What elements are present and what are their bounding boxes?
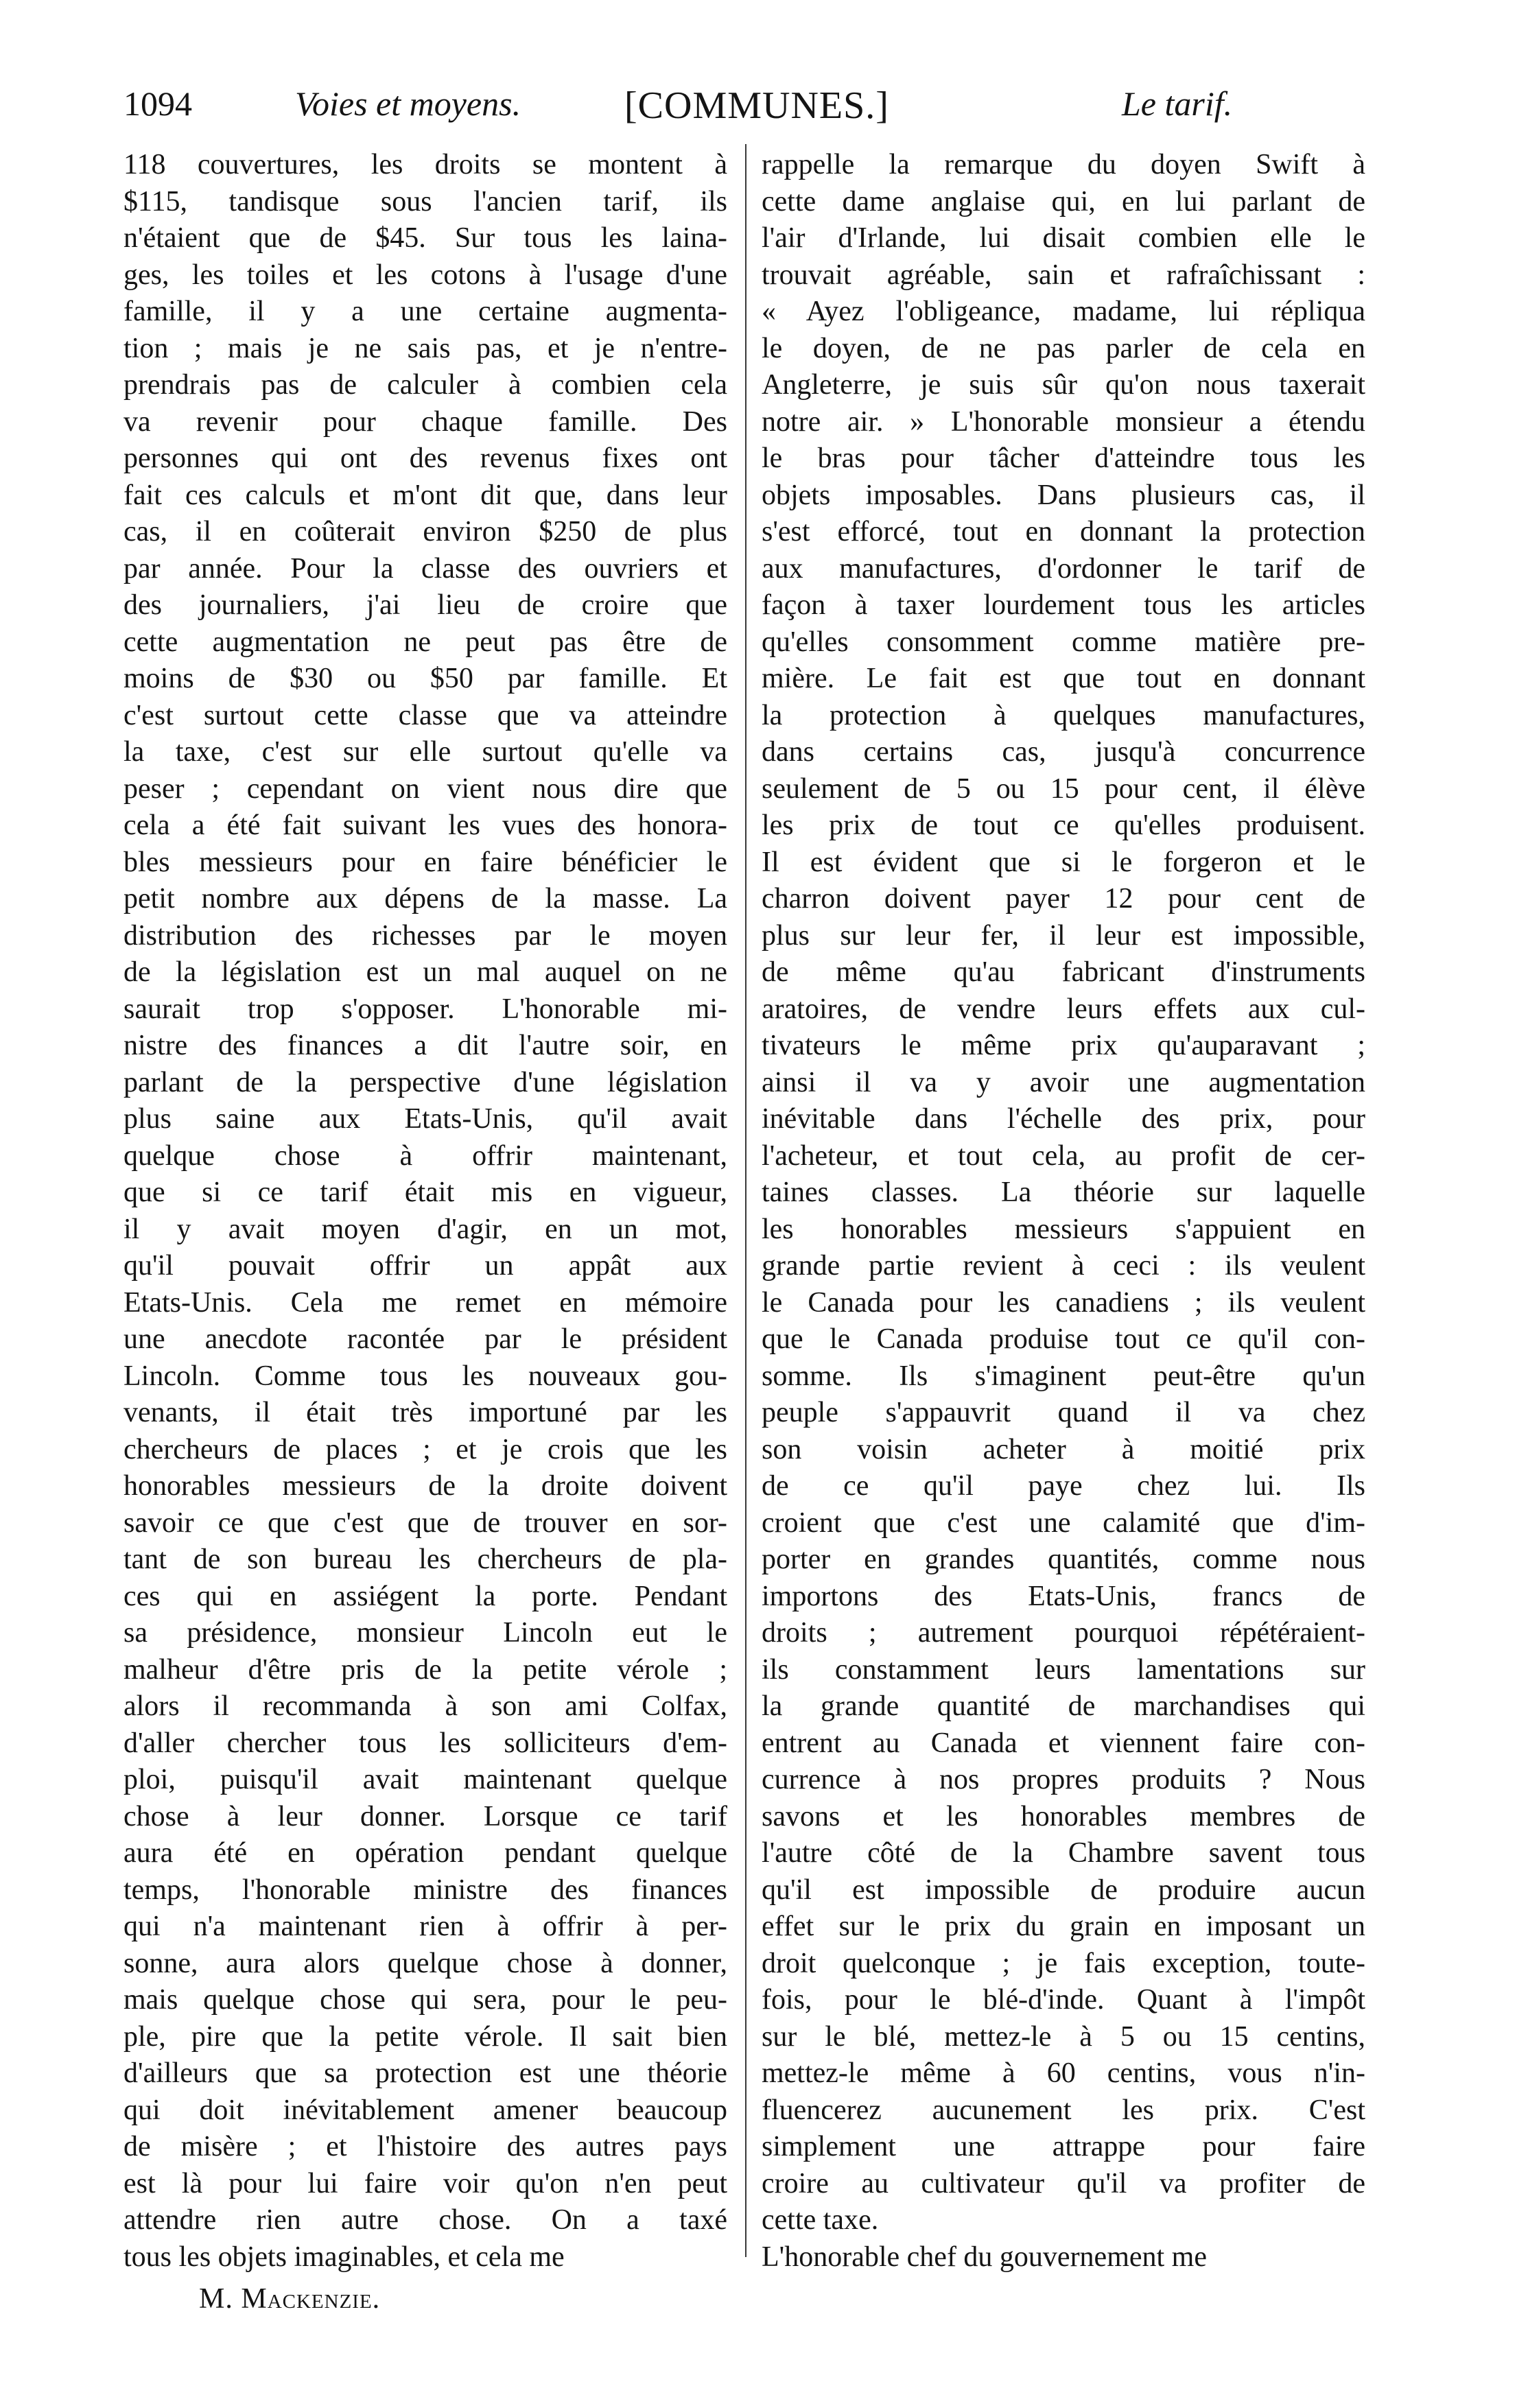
text-line: c'est surtout cette classe que va atteindre: [124, 699, 727, 731]
text-line: les honorables messieurs s'appuient en: [762, 1213, 1365, 1245]
text-line: taines classes. La théorie sur laquelle: [762, 1177, 1365, 1208]
text-line: L'honorable chef du gouvernement me: [762, 2241, 1207, 2273]
text-line: personnes qui ont des revenus fixes ont: [124, 442, 727, 474]
speaker-signature: M. Mackenzie.: [199, 2283, 381, 2315]
text-line: venants, il était très importuné par les: [124, 1397, 727, 1428]
text-line: sur le blé, mettez-le à 5 ou 15 centins,: [762, 2020, 1365, 2053]
text-line: droits ; autrement pourquoi répétéraient-: [762, 1617, 1365, 1649]
text-line: dans certains cas, jusqu'à concurrence: [762, 736, 1365, 768]
text-line: « Ayez l'obligeance, madame, lui répliqua: [762, 296, 1365, 327]
text-line: inévitable dans l'échelle des prix, pour: [762, 1103, 1365, 1135]
topic-label: Le tarif.: [1122, 84, 1233, 123]
text-line: plus sur leur fer, il leur est impossible,: [762, 919, 1365, 952]
text-line: plus saine aux Etats-Unis, qu'il avait: [124, 1103, 727, 1135]
column-divider: [745, 144, 746, 2257]
text-line: sonne, aura alors quelque chose à donner,: [124, 1947, 727, 1979]
text-line: tivateurs le même prix qu'auparavant ;: [762, 1030, 1365, 1061]
text-line: l'air d'Irlande, lui disait combien elle le: [762, 222, 1365, 254]
text-line: cette taxe.: [762, 2204, 879, 2236]
text-line: savons et les honorables membres de: [762, 1800, 1365, 1832]
text-line: entrent au Canada et viennent faire con-: [762, 1727, 1365, 1759]
text-line: sa présidence, monsieur Lincoln eut le: [124, 1617, 727, 1649]
text-line: ges, les toiles et les cotons à l'usage d'une: [124, 259, 727, 291]
text-line: prendrais pas de calculer à combien cela: [124, 369, 727, 401]
text-line: distribution des richesses par le moyen: [124, 919, 727, 952]
text-line: ploi, puisqu'il avait maintenant quelque: [124, 1764, 727, 1795]
text-line: Lincoln. Comme tous les nouveaux gou-: [124, 1360, 727, 1392]
text-line: qui n'a maintenant rien à offrir à per-: [124, 1911, 727, 1942]
text-line: Angleterre, je suis sûr qu'on nous taxerait: [762, 369, 1365, 401]
right-column: [762, 147, 1365, 2276]
text-line: malheur d'être pris de la petite vérole ;: [124, 1653, 727, 1686]
text-line: les prix de tout ce qu'elles produisent.: [762, 810, 1365, 841]
text-line: fait ces calculs et m'ont dit que, dans leur: [124, 479, 727, 511]
text-line: qu'il pouvait offrir un appât aux: [124, 1250, 727, 1282]
text-line: chose à leur donner. Lorsque ce tarif: [124, 1800, 727, 1832]
text-line: Il est évident que si le forgeron et le: [762, 846, 1365, 878]
text-line: qu'elles consomment comme matière pre-: [762, 626, 1365, 658]
text-line: seulement de 5 ou 15 pour cent, il élève: [762, 772, 1365, 805]
text-line: charron doivent payer 12 pour cent de: [762, 883, 1365, 914]
left-column: [124, 147, 727, 2276]
text-line: notre air. » L'honorable monsieur a étendu: [762, 405, 1365, 438]
text-line: porter en grandes quantités, comme nous: [762, 1544, 1365, 1575]
text-line: tant de son bureau les chercheurs de pla-: [124, 1544, 727, 1575]
running-header: [124, 84, 1400, 139]
text-line: Etats-Unis. Cela me remet en mémoire: [124, 1286, 727, 1319]
text-line: bles messieurs pour en faire bénéficier le: [124, 846, 727, 878]
text-line: trouvait agréable, sain et rafraîchissant :: [762, 259, 1365, 291]
text-line: que le Canada produise tout ce qu'il con-: [762, 1323, 1365, 1355]
text-line: qu'il est impossible de produire aucun: [762, 1874, 1365, 1906]
text-line: croient que c'est une calamité que d'im-: [762, 1507, 1365, 1539]
text-line: de ce qu'il paye chez lui. Ils: [762, 1470, 1365, 1502]
text-line: ainsi il va y avoir une augmentation: [762, 1066, 1365, 1098]
text-line: cela a été fait suivant les vues des honora-: [124, 810, 727, 841]
text-line: la taxe, c'est sur elle surtout qu'elle va: [124, 736, 727, 768]
text-line: d'ailleurs que sa protection est une théorie: [124, 2057, 727, 2089]
text-line: de misère ; et l'histoire des autres pays: [124, 2131, 727, 2162]
text-line: grande partie revient à ceci : ils veulent: [762, 1250, 1365, 1282]
text-line: par année. Pour la classe des ouvriers et: [124, 552, 727, 585]
text-line: s'est efforcé, tout en donnant la protection: [762, 516, 1365, 547]
text-line: fois, pour le blé-d'inde. Quant à l'impôt: [762, 1984, 1365, 2016]
text-line: peuple s'appauvrit quand il va chez: [762, 1397, 1365, 1428]
text-line: $115, tandisque sous l'ancien tarif, ils: [124, 185, 727, 217]
text-line: d'aller chercher tous les solliciteurs d'em-: [124, 1727, 727, 1759]
text-line: l'autre côté de la Chambre savent tous: [762, 1837, 1365, 1869]
text-line: qui doit inévitablement amener beaucoup: [124, 2094, 727, 2126]
text-line: nistre des finances a dit l'autre soir, en: [124, 1030, 727, 1061]
text-line: va revenir pour chaque famille. Des: [124, 405, 727, 438]
text-line: façon à taxer lourdement tous les articles: [762, 589, 1365, 621]
text-line: cas, il en coûterait environ $250 de plus: [124, 516, 727, 547]
text-line: ces qui en assiégent la porte. Pendant: [124, 1580, 727, 1612]
text-line: des journaliers, j'ai lieu de croire que: [124, 589, 727, 621]
text-line: son voisin acheter à moitié prix: [762, 1433, 1365, 1465]
text-line: il y avait moyen d'agir, en un mot,: [124, 1213, 727, 1245]
text-line: une anecdote racontée par le président: [124, 1323, 727, 1355]
page-number: 1094: [124, 84, 192, 123]
text-line: le doyen, de ne pas parler de cela en: [762, 332, 1365, 364]
text-line: mière. Le fait est que tout en donnant: [762, 663, 1365, 694]
text-line: alors il recommanda à son ami Colfax,: [124, 1690, 727, 1722]
text-line: le Canada pour les canadiens ; ils veulent: [762, 1286, 1365, 1319]
text-line: cette augmentation ne peut pas être de: [124, 626, 727, 658]
text-line: droit quelconque ; je fais exception, toute-: [762, 1947, 1365, 1979]
text-line: attendre rien autre chose. On a taxé: [124, 2204, 727, 2236]
text-line: currence à nos propres produits ? Nous: [762, 1764, 1365, 1795]
running-title: Voies et moyens.: [295, 84, 521, 123]
text-line: peser ; cependant on vient nous dire que: [124, 772, 727, 805]
text-line: aratoires, de vendre leurs effets aux cul-: [762, 993, 1365, 1025]
text-line: rappelle la remarque du doyen Swift à: [762, 149, 1365, 180]
text-line: simplement une attrappe pour faire: [762, 2131, 1365, 2162]
text-line: honorables messieurs de la droite doivent: [124, 1470, 727, 1502]
text-line: petit nombre aux dépens de la masse. La: [124, 883, 727, 914]
text-line: tous les objets imaginables, et cela me: [124, 2241, 565, 2273]
text-line: croire au cultivateur qu'il va profiter de: [762, 2167, 1365, 2199]
text-line: temps, l'honorable ministre des finances: [124, 1874, 727, 1906]
text-line: famille, il y a une certaine augmenta-: [124, 296, 727, 327]
text-line: l'acheteur, et tout cela, au profit de cer-: [762, 1140, 1365, 1172]
text-line: effet sur le prix du grain en imposant un: [762, 1911, 1365, 1942]
text-line: savoir ce que c'est que de trouver en sor-: [124, 1507, 727, 1539]
text-line: quelque chose à offrir maintenant,: [124, 1140, 727, 1172]
text-line: 118 couvertures, les droits se montent à: [124, 149, 727, 180]
text-line: parlant de la perspective d'une législation: [124, 1066, 727, 1098]
section-label: [COMMUNES.]: [624, 84, 889, 127]
text-line: mais quelque chose qui sera, pour le peu-: [124, 1984, 727, 2016]
text-line: objets imposables. Dans plusieurs cas, il: [762, 479, 1365, 511]
text-line: ils constamment leurs lamentations sur: [762, 1653, 1365, 1686]
text-line: de la législation est un mal auquel on ne: [124, 956, 727, 988]
text-line: est là pour lui faire voir qu'on n'en peut: [124, 2167, 727, 2199]
text-line: moins de $30 ou $50 par famille. Et: [124, 663, 727, 694]
text-line: fluencerez aucunement les prix. C'est: [762, 2094, 1365, 2126]
text-line: chercheurs de places ; et je crois que les: [124, 1433, 727, 1465]
text-line: aux manufactures, d'ordonner le tarif de: [762, 552, 1365, 585]
text-line: que si ce tarif était mis en vigueur,: [124, 1177, 727, 1208]
text-line: cette dame anglaise qui, en lui parlant de: [762, 185, 1365, 217]
text-line: aura été en opération pendant quelque: [124, 1837, 727, 1869]
text-line: somme. Ils s'imaginent peut-être qu'un: [762, 1360, 1365, 1392]
text-line: le bras pour tâcher d'atteindre tous les: [762, 442, 1365, 474]
text-line: ple, pire que la petite vérole. Il sait bien: [124, 2020, 727, 2053]
text-line: n'étaient que de $45. Sur tous les laina-: [124, 222, 727, 254]
text-line: importons des Etats-Unis, francs de: [762, 1580, 1365, 1612]
text-line: tion ; mais je ne sais pas, et je n'entre-: [124, 332, 727, 364]
text-line: la grande quantité de marchandises qui: [762, 1690, 1365, 1722]
text-line: la protection à quelques manufactures,: [762, 699, 1365, 731]
text-line: saurait trop s'opposer. L'honorable mi-: [124, 993, 727, 1025]
text-line: mettez-le même à 60 centins, vous n'in-: [762, 2057, 1365, 2089]
text-line: de même qu'au fabricant d'instruments: [762, 956, 1365, 988]
